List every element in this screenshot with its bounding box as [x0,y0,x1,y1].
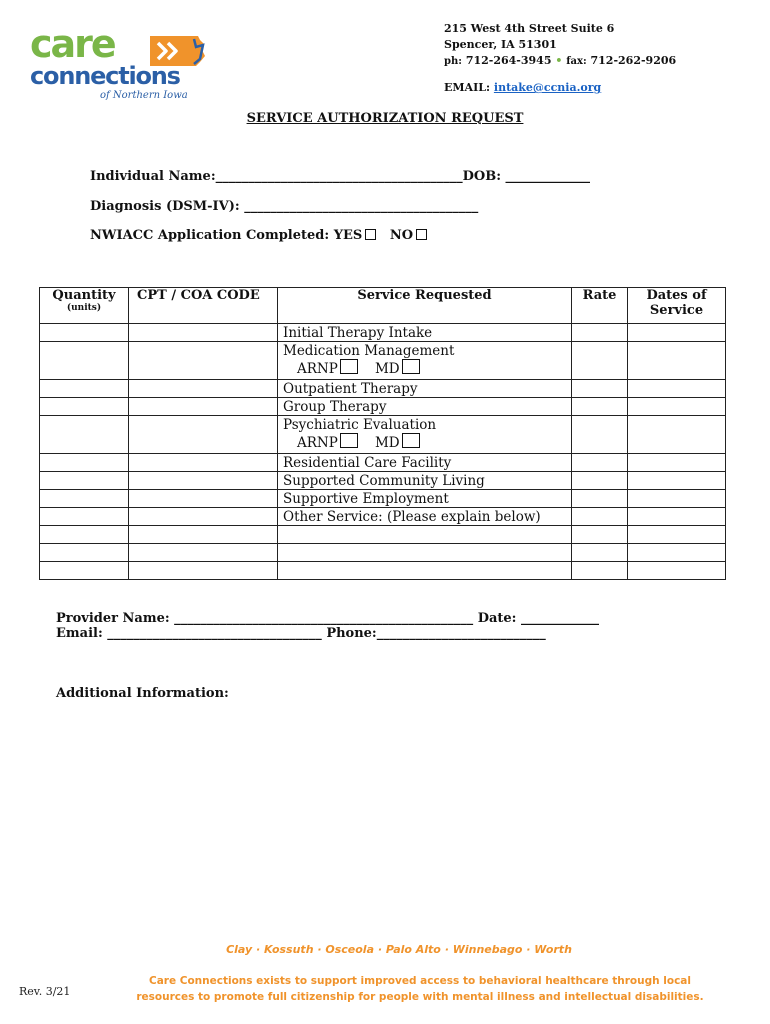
address-block [444,21,676,96]
cpt-cell[interactable] [129,508,278,526]
rate-cell[interactable] [572,380,628,398]
mission-line-2: resources to promote full citizenship for people with mental illness and intellectual disabilities. [136,991,704,1003]
quantity-header: Quantity (units) [40,288,129,324]
table-row [40,324,726,342]
yes-label: YES [333,228,363,243]
quantity-cell[interactable] [40,508,129,526]
service-cell [278,416,572,454]
psych-eval-options [283,433,571,451]
address-line-1: 215 West 4th Street Suite 6 [444,22,615,35]
cpt-cell[interactable] [129,398,278,416]
service-cell: Supportive Employment [278,490,572,508]
quantity-cell[interactable] [40,380,129,398]
dates-cell[interactable] [628,454,726,472]
quantity-cell[interactable] [40,562,129,580]
service-cell: Residential Care Facility [278,454,572,472]
fax-value: 712-262-9206 [590,54,677,67]
cpt-cell[interactable] [129,416,278,454]
phone-label: ph: [444,56,462,67]
table-row [40,398,726,416]
table-header-row [40,288,726,324]
table-row [40,526,726,544]
table-row [40,342,726,380]
quantity-cell[interactable] [40,324,129,342]
service-cell [278,342,572,380]
service-cell: Initial Therapy Intake [278,324,572,342]
arnp-label: ARNP [297,435,338,451]
care-connections-logo [30,22,210,105]
email-label: EMAIL: [444,81,491,94]
md-checkbox[interactable] [402,359,420,374]
service-cell: Group Therapy [278,398,572,416]
cpt-cell[interactable] [129,544,278,562]
dates-cell[interactable] [628,544,726,562]
md-label: MD [374,435,400,451]
phone-fax-line [444,53,676,70]
logo-care-word: care [30,22,115,66]
counties-line: Clay · Kossuth · Osceola · Palo Alto · Winnebago · Worth [226,943,572,956]
rate-cell[interactable] [572,454,628,472]
med-mgmt-label: Medication Management [283,343,455,359]
revision-label: Rev. 3/21 [19,985,71,998]
provider-name-date-field[interactable]: Provider Name: ______________________________________________ Date: ____________ [56,611,600,626]
dates-cell[interactable] [628,398,726,416]
arnp-label: ARNP [297,361,338,377]
service-header: Service Requested [278,288,572,324]
quantity-cell[interactable] [40,398,129,416]
psych-eval-label: Psychiatric Evaluation [283,417,437,433]
cpt-header: CPT / COA CODE [129,288,278,324]
email-link[interactable]: intake@ccnia.org [493,81,602,94]
cpt-cell[interactable] [129,526,278,544]
no-checkbox[interactable] [416,229,427,240]
nwiacc-row [90,228,427,243]
arnp-checkbox[interactable] [340,433,358,448]
dates-cell[interactable] [628,342,726,380]
rate-cell[interactable] [572,544,628,562]
service-table [39,287,726,580]
quantity-cell[interactable] [40,454,129,472]
dates-cell[interactable] [628,526,726,544]
dates-cell[interactable] [628,416,726,454]
arnp-checkbox[interactable] [340,359,358,374]
no-label: NO [389,228,414,243]
rate-cell[interactable] [572,526,628,544]
cpt-cell[interactable] [129,380,278,398]
rate-cell[interactable] [572,398,628,416]
provider-block [56,611,599,641]
table-row [40,472,726,490]
table-row [40,380,726,398]
table-row [40,562,726,580]
dates-cell[interactable] [628,490,726,508]
service-cell[interactable] [278,526,572,544]
diagnosis-field[interactable]: Diagnosis (DSM-IV): ____________________________________ [90,199,479,214]
address-line-2: Spencer, IA 51301 [444,38,557,51]
cpt-cell[interactable] [129,562,278,580]
rate-cell[interactable] [572,342,628,380]
quantity-cell[interactable] [40,342,129,380]
dates-cell[interactable] [628,380,726,398]
mission-statement [120,973,720,1005]
quantity-cell[interactable] [40,544,129,562]
service-cell: Other Service: (Please explain below) [278,508,572,526]
form-title: SERVICE AUTHORIZATION REQUEST [246,111,524,126]
dates-cell[interactable] [628,472,726,490]
mission-line-1: Care Connections exists to support improved access to behavioral healthcare through local [149,975,691,987]
table-row [40,508,726,526]
med-mgmt-options [283,359,571,377]
email-phone-field[interactable]: Email: _________________________________ Phone:__________________________ [56,626,546,641]
rate-cell[interactable] [572,490,628,508]
quantity-cell[interactable] [40,472,129,490]
rate-cell[interactable] [572,472,628,490]
cpt-cell[interactable] [129,324,278,342]
quantity-cell[interactable] [40,416,129,454]
service-cell[interactable] [278,562,572,580]
fax-label: fax: [566,56,587,67]
md-label: MD [374,361,400,377]
dates-cell[interactable] [628,324,726,342]
md-checkbox[interactable] [402,433,420,448]
dates-header: Dates of Service [628,288,726,324]
cpt-cell[interactable] [129,472,278,490]
separator-dot: • [555,54,563,67]
table-row [40,454,726,472]
rate-cell[interactable] [572,508,628,526]
table-row [40,490,726,508]
service-cell: Supported Community Living [278,472,572,490]
email-row [444,80,676,96]
individual-name-dob-field[interactable]: Individual Name:______________________________________DOB: _____________ [90,169,591,184]
cpt-cell[interactable] [129,342,278,380]
table-row [40,544,726,562]
logo-connections-word: connections [30,62,180,90]
nwiacc-label: NWIACC Application Completed: [90,228,330,243]
logo-subtitle: of Northern Iowa [100,90,188,101]
table-row [40,416,726,454]
additional-information-label: Additional Information: [56,686,229,701]
dates-cell[interactable] [628,562,726,580]
rate-cell[interactable] [572,562,628,580]
rate-cell[interactable] [572,416,628,454]
rate-cell[interactable] [572,324,628,342]
service-cell[interactable] [278,544,572,562]
cpt-cell[interactable] [129,490,278,508]
phone-value: 712-264-3945 [465,54,552,67]
yes-checkbox[interactable] [365,229,376,240]
cpt-cell[interactable] [129,454,278,472]
rate-header: Rate [572,288,628,324]
units-subheader: (units) [66,303,102,313]
dates-cell[interactable] [628,508,726,526]
quantity-cell[interactable] [40,526,129,544]
quantity-cell[interactable] [40,490,129,508]
service-cell: Outpatient Therapy [278,380,572,398]
